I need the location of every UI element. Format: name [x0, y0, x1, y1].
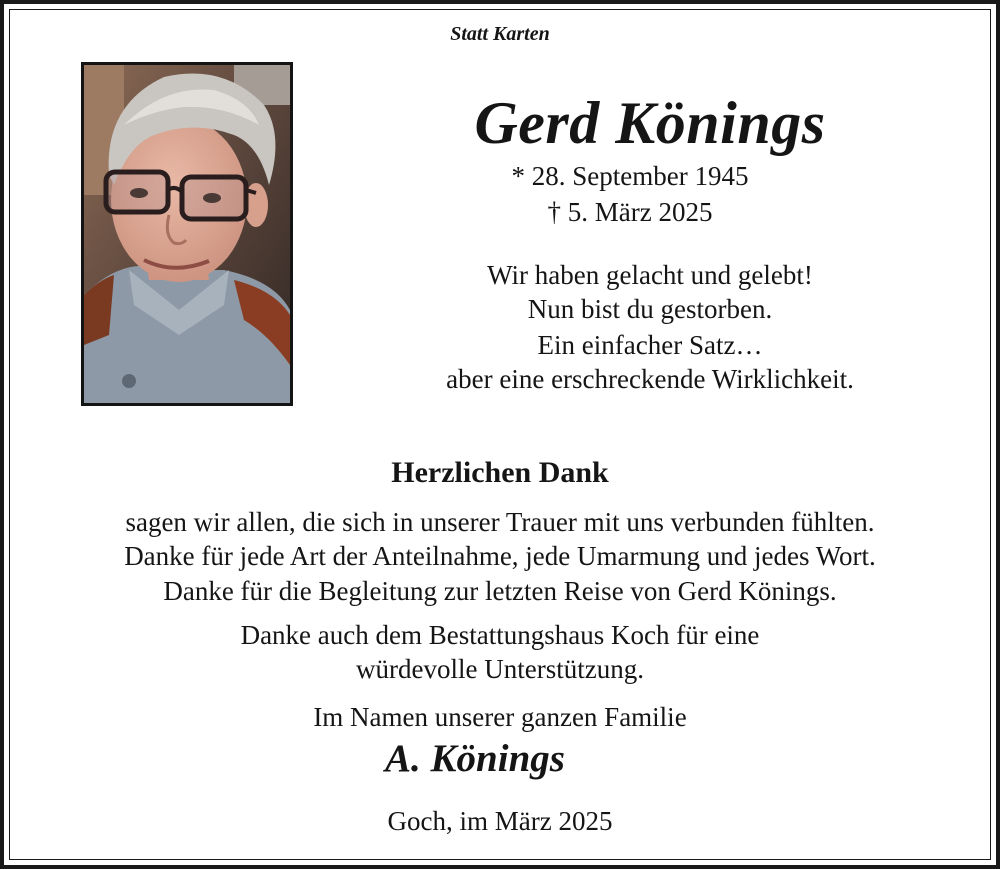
- header-note: Statt Karten: [450, 23, 550, 45]
- place-date: Goch, im März 2025: [387, 806, 613, 836]
- signature: A. Könings: [385, 737, 565, 780]
- thanks-line: Danke für jede Art der Anteilnahme, jede Umarmung und jedes Wort.: [124, 541, 876, 571]
- thanks-heading: Herzlichen Dank: [391, 456, 609, 489]
- thanks-line: Danke auch dem Bestattungshaus Koch für eine: [240, 620, 760, 650]
- thanks-line: würdevolle Unterstützung.: [356, 654, 644, 684]
- family-line: Im Namen unserer ganzen Familie: [313, 702, 687, 732]
- deceased-name: Gerd Könings: [474, 90, 826, 156]
- birth-date: * 28. September 1945: [511, 161, 749, 191]
- death-date: † 5. März 2025: [547, 197, 713, 227]
- portrait-photo: [81, 62, 293, 406]
- verse-line: aber eine erschreckende Wirklichkeit.: [446, 364, 854, 394]
- verse-line: Ein einfacher Satz…: [537, 330, 763, 360]
- verse-line: Nun bist du gestorben.: [527, 294, 773, 324]
- thanks-line: Danke für die Begleitung zur letzten Reise von Gerd Könings.: [163, 576, 837, 606]
- thanks-line: sagen wir allen, die sich in unserer Trauer mit uns verbunden fühlten.: [125, 507, 875, 537]
- verse-line: Wir haben gelacht und gelebt!: [487, 260, 813, 290]
